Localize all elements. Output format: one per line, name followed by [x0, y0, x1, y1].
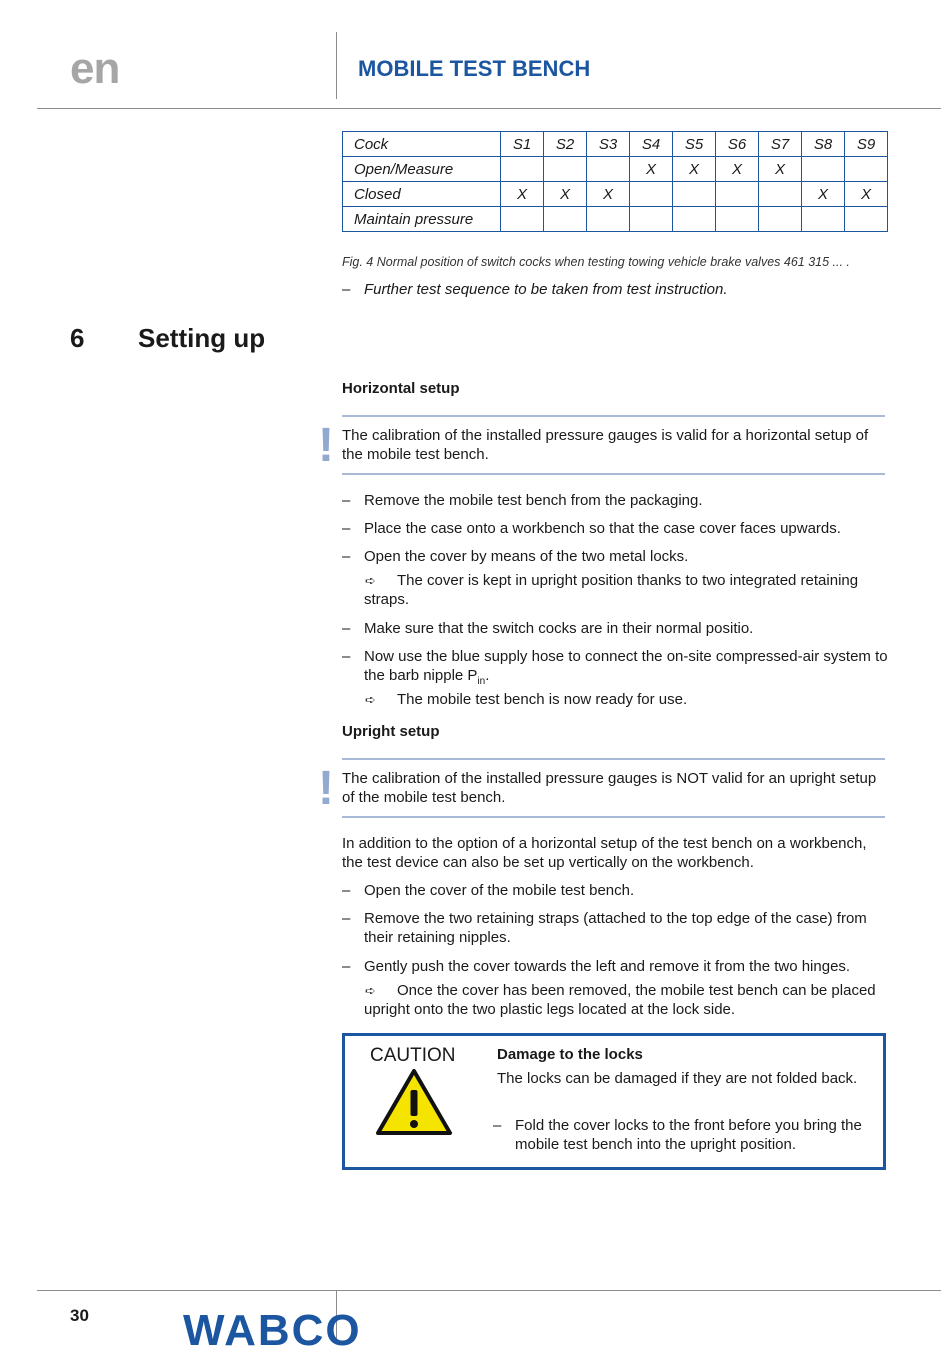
language-code: en [70, 44, 120, 93]
list-item-text: Further test sequence to be taken from test instruction. [364, 281, 728, 298]
table-cell [759, 207, 802, 232]
table-cell: X [845, 182, 888, 207]
result-arrow-icon: ➪ [365, 573, 376, 588]
table-cell [630, 182, 673, 207]
table-cell: X [544, 182, 587, 207]
result-text: The cover is kept in upright position thanks to two integrated retaining straps. [364, 572, 859, 608]
list-item-text: Place the case onto a workbench so that the case cover faces upwards. [364, 520, 841, 537]
note-text: The calibration of the installed pressure gauges is valid for a horizontal setup of the mobile test bench. [342, 427, 869, 463]
note-rule-top [342, 415, 885, 417]
switch-cock-table [342, 131, 888, 232]
list-item-text: Open the cover by means of the two metal locks. [364, 548, 689, 565]
table-cell [501, 157, 544, 182]
caution-text: The locks can be damaged if they are not folded back. [497, 1070, 858, 1087]
table-cell [501, 207, 544, 232]
page-number: 30 [70, 1306, 89, 1325]
step-text-end: . [485, 667, 490, 684]
table-cell [845, 157, 888, 182]
table-header-row [343, 132, 888, 157]
list-item-text: Remove the mobile test bench from the packaging. [364, 492, 703, 509]
caution-action-text: Fold the cover locks to the front before you bring the mobile test bench into the upright position. [515, 1117, 862, 1153]
list-item-text: Open the cover of the mobile test bench. [364, 882, 635, 899]
subheading-horizontal-setup: Horizontal setup [342, 380, 460, 397]
result-text: The mobile test bench is now ready for use. [397, 691, 688, 708]
table-cell: X [587, 182, 630, 207]
section-title: Setting up [138, 323, 266, 353]
section-number: 6 [70, 323, 85, 353]
list-dash: – [342, 281, 351, 298]
table-cell [630, 207, 673, 232]
wabco-logo: WABCO [183, 1306, 362, 1355]
list-dash: – [493, 1117, 502, 1134]
list-item-text: Make sure that the switch cocks are in their normal positio. [364, 620, 754, 637]
list-dash: – [342, 620, 351, 637]
list-dash: – [342, 882, 351, 899]
table-cell [716, 182, 759, 207]
table-cell [673, 207, 716, 232]
table-row [343, 207, 888, 232]
table-header-cell: S7 [759, 132, 802, 157]
result-text: Once the cover has been removed, the mobile test bench can be placed upright onto the two plastic legs located at the lock side. [364, 982, 876, 1018]
list-dash: – [342, 548, 351, 565]
table-cell [673, 182, 716, 207]
caution-title: Damage to the locks [497, 1046, 643, 1063]
table-cell [802, 207, 845, 232]
note-text: The calibration of the installed pressure gauges is NOT valid for an upright setup of the mobile test bench. [342, 770, 877, 806]
table-header-cell: S4 [630, 132, 673, 157]
table-cell: X [716, 157, 759, 182]
table-cell: X [673, 157, 716, 182]
warning-triangle-icon [375, 1068, 453, 1136]
table-header-cell: Cock [343, 132, 501, 157]
table-row-label: Open/Measure [343, 157, 501, 182]
table-cell [544, 207, 587, 232]
subheading-upright-setup: Upright setup [342, 723, 440, 740]
subscript-text: in [477, 676, 486, 687]
list-dash: – [342, 648, 351, 665]
exclamation-icon: ! [318, 419, 334, 472]
table-header-cell: S5 [673, 132, 716, 157]
note-rule-top [342, 758, 885, 760]
note-rule-bottom [342, 473, 885, 475]
document-title: MOBILE TEST BENCH [358, 56, 591, 81]
table-row-label: Maintain pressure [343, 207, 501, 232]
caution-label: CAUTION [370, 1045, 456, 1066]
result-arrow-icon: ➪ [365, 983, 376, 998]
table-header-cell: S8 [802, 132, 845, 157]
exclamation-icon: ! [318, 762, 334, 815]
table-cell [845, 207, 888, 232]
header-divider-vertical [336, 32, 337, 99]
list-item-text [364, 647, 890, 691]
list-item-text: Remove the two retaining straps (attached to the top edge of the case) from their retaining nipples. [364, 910, 867, 946]
note-rule-bottom [342, 816, 885, 818]
table-cell: X [501, 182, 544, 207]
step-text: Now use the blue supply hose to connect the on-site compressed-air system to the barb nipple P [364, 648, 888, 684]
table-cell [544, 157, 587, 182]
table-cell: X [630, 157, 673, 182]
footer-divider [37, 1290, 941, 1291]
list-dash: – [342, 520, 351, 537]
intro-paragraph: In addition to the option of a horizontal setup of the test bench on a workbench, the test device can also be set up vertically on the workbench. [342, 835, 867, 871]
table-header-cell: S1 [501, 132, 544, 157]
list-dash: – [342, 910, 351, 927]
table-cell [587, 157, 630, 182]
result-arrow-icon: ➪ [365, 692, 376, 707]
table-cell [587, 207, 630, 232]
list-dash: – [342, 958, 351, 975]
table-cell: X [759, 157, 802, 182]
header-divider [37, 108, 941, 109]
table-row [343, 157, 888, 182]
table-cell [716, 207, 759, 232]
table-cell [759, 182, 802, 207]
table-header-cell: S2 [544, 132, 587, 157]
list-dash: – [342, 492, 351, 509]
table-header-cell: S9 [845, 132, 888, 157]
table-cell: X [802, 182, 845, 207]
figure-caption: Fig. 4 Normal position of switch cocks when testing towing vehicle brake valves 461 315 ... . [342, 255, 850, 269]
table-header-cell: S6 [716, 132, 759, 157]
table-row-label: Closed [343, 182, 501, 207]
table-cell [802, 157, 845, 182]
table-header-cell: S3 [587, 132, 630, 157]
table-row [343, 182, 888, 207]
list-item-text: Gently push the cover towards the left and remove it from the two hinges. [364, 958, 851, 975]
